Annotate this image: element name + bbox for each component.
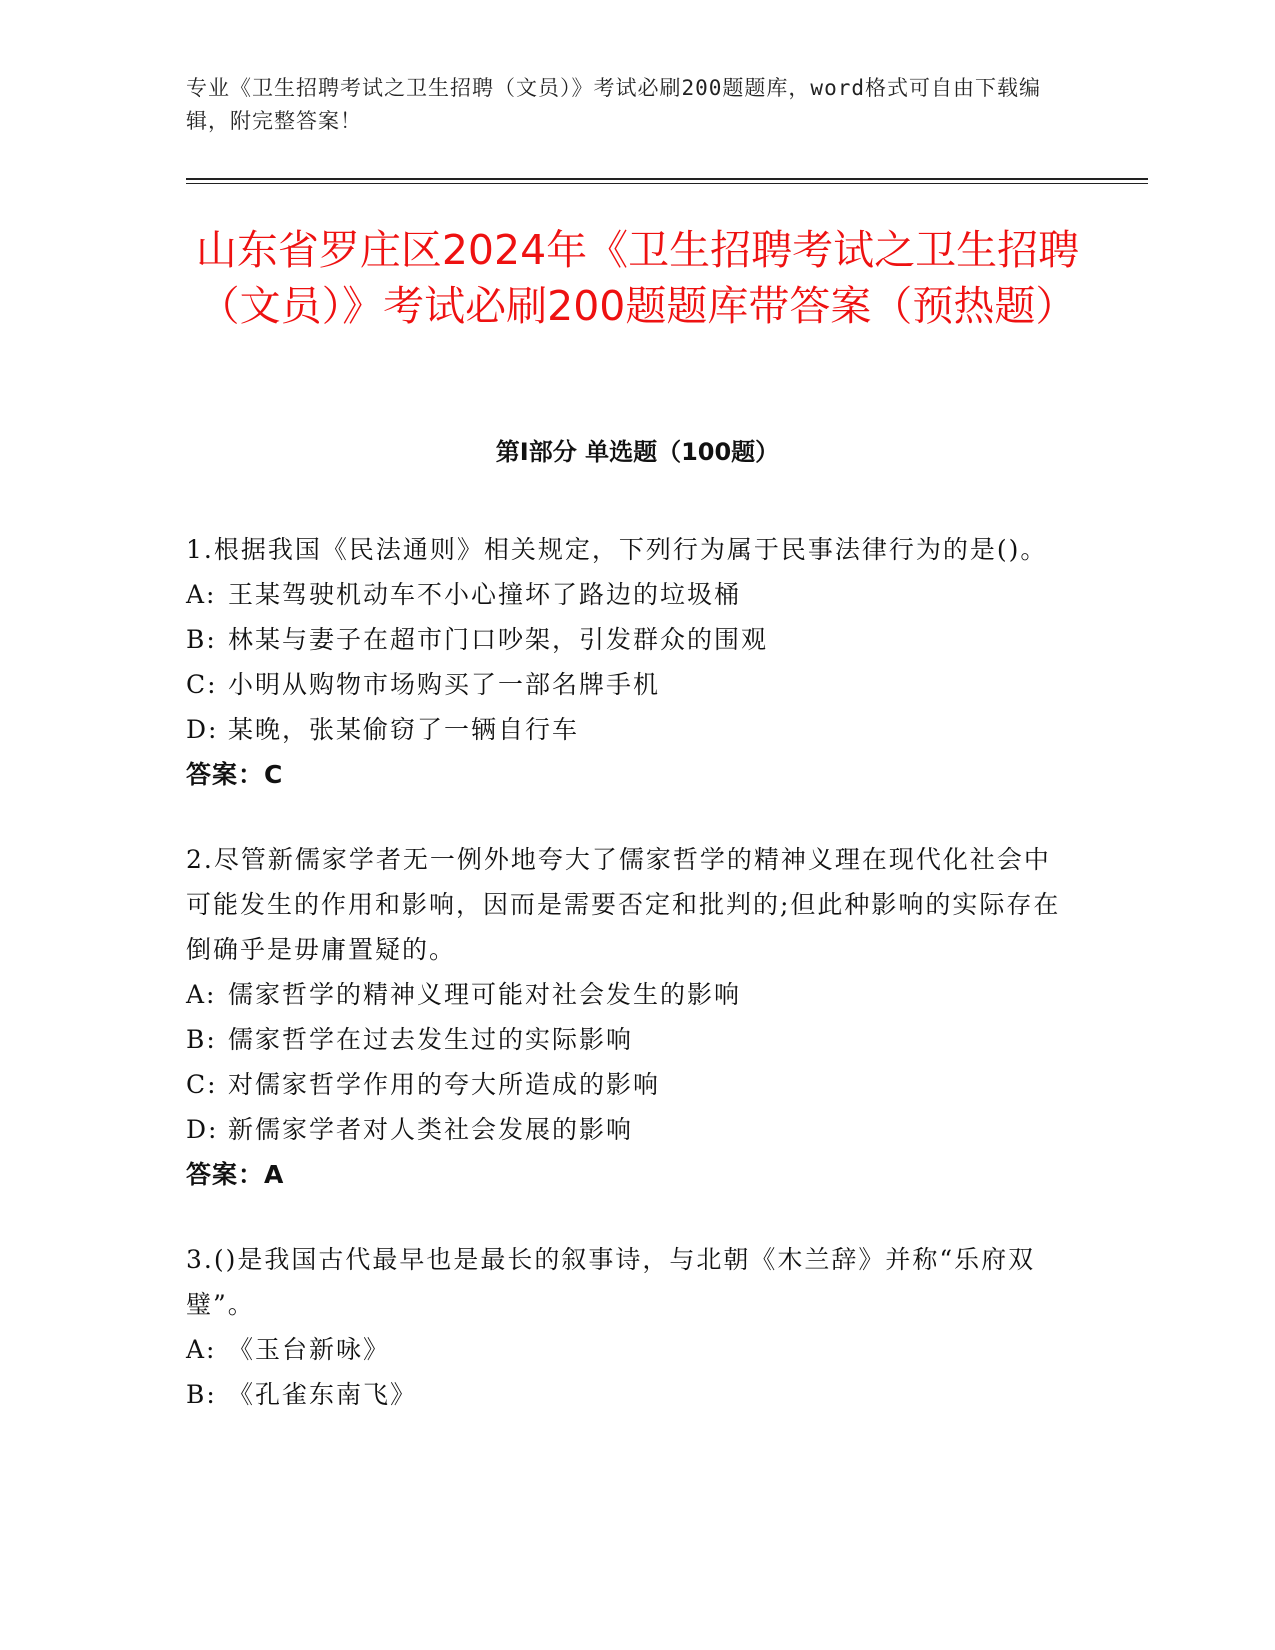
header-divider — [186, 178, 1148, 180]
option-key: B: — [186, 625, 217, 654]
answer: 答案：C — [186, 760, 284, 789]
option-d — [186, 1107, 1066, 1152]
option-b — [186, 617, 1066, 662]
option-c — [186, 1062, 1066, 1107]
option-b — [186, 1372, 1066, 1417]
question-list — [186, 527, 1066, 1457]
question-stem: 1.根据我国《民法通则》相关规定，下列行为属于民事法律行为的是()。 — [186, 535, 1048, 564]
question-3 — [186, 1237, 1066, 1417]
option-b — [186, 1017, 1066, 1062]
option-text: 《玉台新咏》 — [228, 1335, 391, 1364]
option-key: D: — [186, 1115, 219, 1144]
question-2 — [186, 837, 1066, 1197]
option-key: D: — [186, 715, 219, 744]
option-a — [186, 572, 1066, 617]
option-key: A: — [186, 1335, 217, 1364]
option-a — [186, 972, 1066, 1017]
option-key: C: — [186, 1070, 218, 1099]
option-a — [186, 1327, 1066, 1372]
option-text: 小明从购物市场购买了一部名牌手机 — [228, 670, 661, 699]
option-c — [186, 662, 1066, 707]
option-key: C: — [186, 670, 218, 699]
document-title: 山东省罗庄区2024年《卫生招聘考试之卫生招聘（文员）》考试必刷200题题库带答案（预热题） — [195, 226, 1080, 330]
option-key: A: — [186, 580, 217, 609]
option-key: B: — [186, 1025, 217, 1054]
option-text: 《孔雀东南飞》 — [228, 1380, 418, 1409]
option-text: 儒家哲学在过去发生过的实际影响 — [228, 1025, 634, 1054]
section-heading: 第Ⅰ部分 单选题（100题） — [495, 438, 780, 466]
option-text: 新儒家学者对人类社会发展的影响 — [228, 1115, 634, 1144]
option-key: B: — [186, 1380, 217, 1409]
question-stem: 2.尽管新儒家学者无一例外地夸大了儒家哲学的精神义理在现代化社会中可能发生的作用和影响，因而是需要否定和批判的;但此种影响的实际存在倒确乎是毋庸置疑的。 — [186, 845, 1061, 964]
header-divider-thin — [186, 183, 1148, 184]
option-text: 林某与妻子在超市门口吵架，引发群众的围观 — [228, 625, 769, 654]
option-d — [186, 707, 1066, 752]
question-1 — [186, 527, 1066, 797]
option-text: 王某驾驶机动车不小心撞坏了路边的垃圾桶 — [228, 580, 742, 609]
question-stem: 3.()是我国古代最早也是最长的叙事诗，与北朝《木兰辞》并称“乐府双璧”。 — [186, 1245, 1036, 1319]
option-text: 对儒家哲学作用的夸大所造成的影响 — [228, 1070, 661, 1099]
option-key: A: — [186, 980, 217, 1009]
option-text: 儒家哲学的精神义理可能对社会发生的影响 — [228, 980, 742, 1009]
answer: 答案：A — [186, 1160, 285, 1189]
header-note: 专业《卫生招聘考试之卫生招聘（文员）》考试必刷200题题库，word格式可自由下载编辑，附完整答案！ — [186, 76, 1041, 133]
option-text: 某晚，张某偷窃了一辆自行车 — [228, 715, 580, 744]
